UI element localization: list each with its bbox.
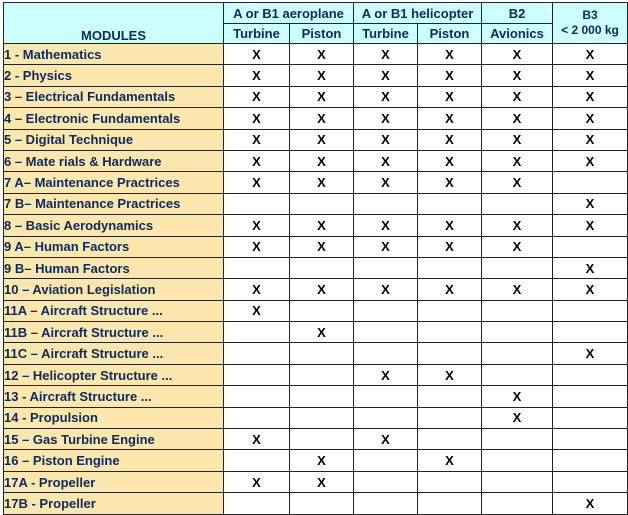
mark-cell: [290, 386, 354, 407]
mark-cell: X: [418, 108, 482, 129]
mark-cell: [482, 343, 553, 364]
mark-cell: X: [354, 44, 418, 65]
module-name: 2 - Physics: [4, 65, 224, 86]
mark-cell: [354, 386, 418, 407]
mark-cell: X: [482, 44, 553, 65]
mark-cell: [553, 429, 628, 450]
table-row: [4, 429, 628, 450]
module-name: 7 B– Maintenance Practrices: [4, 193, 224, 214]
mark-cell: X: [354, 236, 418, 257]
mark-cell: [553, 471, 628, 492]
mark-cell: X: [418, 172, 482, 193]
table-row: [4, 300, 628, 321]
mark-cell: X: [354, 429, 418, 450]
mark-cell: [553, 300, 628, 321]
header-b2: B2: [482, 3, 553, 24]
mark-cell: [482, 193, 553, 214]
mark-cell: X: [553, 215, 628, 236]
mark-cell: [224, 343, 290, 364]
mark-cell: [482, 429, 553, 450]
table-row: [4, 236, 628, 257]
module-name: 1 - Mathematics: [4, 44, 224, 65]
mark-cell: [290, 429, 354, 450]
mark-cell: [553, 172, 628, 193]
mark-cell: X: [290, 471, 354, 492]
mark-cell: [290, 407, 354, 428]
mark-cell: X: [354, 150, 418, 171]
mark-cell: X: [224, 86, 290, 107]
module-name: 9 A– Human Factors: [4, 236, 224, 257]
modules-table: [3, 2, 628, 515]
mark-cell: X: [224, 471, 290, 492]
mark-cell: [224, 257, 290, 278]
table-row: [4, 386, 628, 407]
mark-cell: X: [354, 215, 418, 236]
table-row: [4, 108, 628, 129]
module-name: 12 – Helicopter Structure ...: [4, 364, 224, 385]
module-name: 10 – Aviation Legislation: [4, 279, 224, 300]
mark-cell: X: [553, 129, 628, 150]
mark-cell: X: [553, 65, 628, 86]
mark-cell: [553, 322, 628, 343]
mark-cell: X: [482, 407, 553, 428]
mark-cell: X: [418, 129, 482, 150]
mark-cell: [553, 407, 628, 428]
mark-cell: X: [418, 364, 482, 385]
table-row: [4, 343, 628, 364]
mark-cell: [354, 343, 418, 364]
mark-cell: X: [224, 429, 290, 450]
mark-cell: [482, 322, 553, 343]
mark-cell: X: [418, 65, 482, 86]
mark-cell: [418, 193, 482, 214]
mark-cell: [418, 386, 482, 407]
mark-cell: X: [290, 44, 354, 65]
module-name: 7 A– Maintenance Practrices: [4, 172, 224, 193]
mark-cell: X: [418, 44, 482, 65]
subheader-helicopter-turbine: Turbine: [354, 24, 418, 44]
mark-cell: X: [354, 172, 418, 193]
header-b3-title: B3: [582, 8, 598, 22]
mark-cell: X: [224, 129, 290, 150]
mark-cell: X: [290, 65, 354, 86]
module-name: 5 – Digital Technique: [4, 129, 224, 150]
header-b3-sub: < 2 000 kg: [561, 23, 619, 37]
module-name: 14 - Propulsion: [4, 407, 224, 428]
modules-header: MODULES: [4, 3, 224, 44]
mark-cell: X: [354, 129, 418, 150]
mark-cell: [418, 257, 482, 278]
table-row: [4, 150, 628, 171]
table-row: [4, 493, 628, 514]
mark-cell: [482, 364, 553, 385]
mark-cell: X: [418, 215, 482, 236]
mark-cell: [290, 493, 354, 514]
mark-cell: [224, 407, 290, 428]
mark-cell: X: [553, 150, 628, 171]
mark-cell: X: [224, 108, 290, 129]
mark-cell: X: [290, 150, 354, 171]
mark-cell: [553, 386, 628, 407]
header-b3: [553, 3, 628, 44]
mark-cell: [224, 193, 290, 214]
mark-cell: [224, 450, 290, 471]
module-name: 16 – Piston Engine: [4, 450, 224, 471]
table-row: [4, 279, 628, 300]
module-name: 4 – Electronic Fundamentals: [4, 108, 224, 129]
mark-cell: X: [482, 129, 553, 150]
mark-cell: [290, 343, 354, 364]
mark-cell: X: [290, 279, 354, 300]
module-name: 3 – Electrical Fundamentals: [4, 86, 224, 107]
module-name: 11C – Aircraft Structure ...: [4, 343, 224, 364]
mark-cell: X: [482, 86, 553, 107]
mark-cell: X: [290, 450, 354, 471]
mark-cell: X: [290, 86, 354, 107]
table-row: [4, 407, 628, 428]
table-row: [4, 129, 628, 150]
mark-cell: X: [418, 86, 482, 107]
mark-cell: X: [224, 44, 290, 65]
mark-cell: X: [290, 129, 354, 150]
mark-cell: [482, 257, 553, 278]
mark-cell: X: [553, 279, 628, 300]
mark-cell: X: [482, 150, 553, 171]
table-row: [4, 44, 628, 65]
mark-cell: X: [290, 215, 354, 236]
module-name: 9 B– Human Factors: [4, 257, 224, 278]
table-row: [4, 215, 628, 236]
mark-cell: X: [482, 215, 553, 236]
mark-cell: [418, 429, 482, 450]
mark-cell: X: [354, 364, 418, 385]
mark-cell: X: [482, 279, 553, 300]
header-helicopter: A or B1 helicopter: [354, 3, 482, 24]
mark-cell: X: [482, 236, 553, 257]
mark-cell: [354, 450, 418, 471]
mark-cell: [224, 364, 290, 385]
module-name: 13 - Aircraft Structure ...: [4, 386, 224, 407]
mark-cell: X: [482, 172, 553, 193]
mark-cell: X: [553, 193, 628, 214]
mark-cell: [482, 450, 553, 471]
mark-cell: X: [354, 65, 418, 86]
module-name: 6 – Mate rials & Hardware: [4, 150, 224, 171]
mark-cell: [418, 343, 482, 364]
mark-cell: X: [290, 108, 354, 129]
table-row: [4, 322, 628, 343]
mark-cell: [418, 407, 482, 428]
header-aeroplane: A or B1 aeroplane: [224, 3, 354, 24]
table-row: [4, 257, 628, 278]
subheader-aeroplane-piston: Piston: [290, 24, 354, 44]
module-name: 17B - Propeller: [4, 493, 224, 514]
mark-cell: X: [418, 236, 482, 257]
mark-cell: [354, 193, 418, 214]
module-name: 11A – Aircraft Structure ...: [4, 300, 224, 321]
mark-cell: [354, 407, 418, 428]
mark-cell: X: [224, 65, 290, 86]
mark-cell: X: [418, 150, 482, 171]
mark-cell: [553, 450, 628, 471]
mark-cell: [224, 386, 290, 407]
mark-cell: X: [482, 386, 553, 407]
table-row: [4, 364, 628, 385]
mark-cell: [290, 193, 354, 214]
table-row: [4, 65, 628, 86]
mark-cell: X: [482, 108, 553, 129]
module-name: 17A - Propeller: [4, 471, 224, 492]
mark-cell: [290, 300, 354, 321]
mark-cell: [482, 300, 553, 321]
mark-cell: X: [354, 86, 418, 107]
mark-cell: X: [418, 279, 482, 300]
mark-cell: X: [224, 172, 290, 193]
table-row: [4, 172, 628, 193]
mark-cell: X: [553, 343, 628, 364]
mark-cell: X: [224, 279, 290, 300]
mark-cell: [354, 257, 418, 278]
mark-cell: X: [224, 236, 290, 257]
mark-cell: X: [553, 86, 628, 107]
subheader-aeroplane-turbine: Turbine: [224, 24, 290, 44]
table-row: [4, 193, 628, 214]
mark-cell: X: [418, 450, 482, 471]
table-row: [4, 86, 628, 107]
mark-cell: [224, 322, 290, 343]
mark-cell: [354, 300, 418, 321]
mark-cell: [290, 257, 354, 278]
mark-cell: X: [354, 279, 418, 300]
modules-body: [4, 44, 628, 515]
module-name: 11B – Aircraft Structure ...: [4, 322, 224, 343]
mark-cell: X: [224, 300, 290, 321]
subheader-b2-avionics: Avionics: [482, 24, 553, 44]
mark-cell: [418, 471, 482, 492]
mark-cell: X: [224, 150, 290, 171]
mark-cell: [553, 236, 628, 257]
mark-cell: [553, 364, 628, 385]
table-row: [4, 471, 628, 492]
mark-cell: [290, 364, 354, 385]
mark-cell: [418, 322, 482, 343]
subheader-helicopter-piston: Piston: [418, 24, 482, 44]
mark-cell: X: [482, 65, 553, 86]
mark-cell: [418, 300, 482, 321]
mark-cell: [354, 471, 418, 492]
mark-cell: X: [553, 493, 628, 514]
mark-cell: X: [290, 172, 354, 193]
mark-cell: X: [290, 322, 354, 343]
mark-cell: [224, 493, 290, 514]
mark-cell: X: [224, 215, 290, 236]
mark-cell: [482, 493, 553, 514]
mark-cell: X: [553, 108, 628, 129]
mark-cell: [354, 322, 418, 343]
mark-cell: X: [354, 108, 418, 129]
mark-cell: [418, 493, 482, 514]
mark-cell: X: [290, 236, 354, 257]
mark-cell: [354, 493, 418, 514]
module-name: 8 – Basic Aerodynamics: [4, 215, 224, 236]
mark-cell: X: [553, 257, 628, 278]
mark-cell: X: [553, 44, 628, 65]
module-name: 15 – Gas Turbine Engine: [4, 429, 224, 450]
table-row: [4, 450, 628, 471]
mark-cell: [482, 471, 553, 492]
